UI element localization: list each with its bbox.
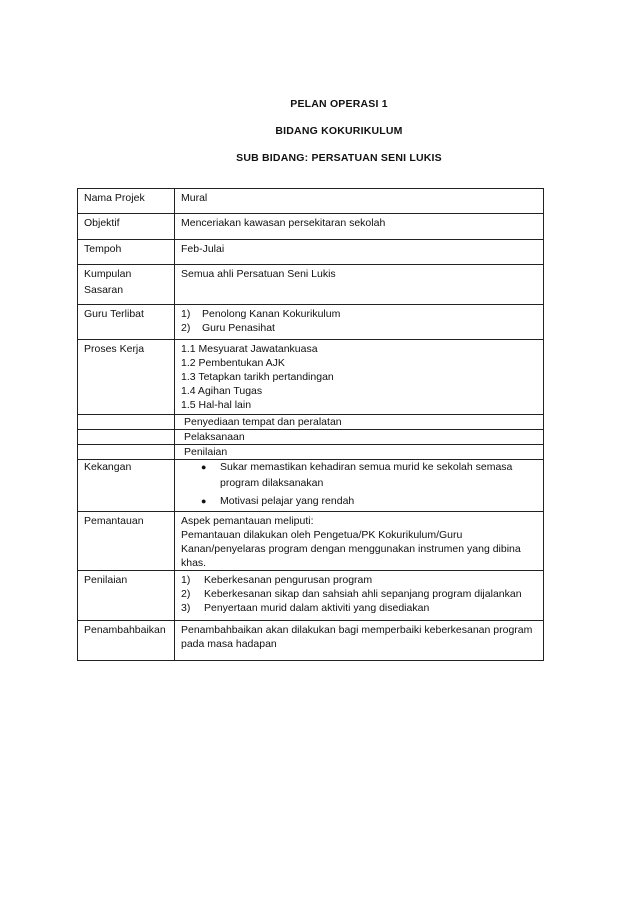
list-text: Keberkesanan pengurusan program (204, 574, 373, 586)
list-number: 2) (181, 322, 191, 334)
list-text-line: program dilaksanakan (220, 477, 324, 489)
bullet-icon: ● (201, 496, 207, 506)
penilaian-list (181, 573, 537, 615)
list-item (181, 587, 537, 601)
row-kumpulan-sasaran (78, 265, 544, 305)
empty-label-cell (78, 445, 175, 460)
bullet-icon: ● (201, 462, 207, 472)
row-kekangan (78, 460, 544, 512)
list-text: Motivasi pelajar yang rendah (220, 495, 355, 507)
penambahbaikan-label: Penambahbaikan (78, 621, 175, 661)
list-item (201, 460, 537, 490)
row-tempoh (78, 240, 544, 265)
nama-projek-value: Mural (175, 189, 544, 214)
list-text: Guru Penasihat (202, 322, 275, 334)
list-text (220, 460, 512, 490)
row-penambahbaikan (78, 621, 544, 661)
nama-projek-label: Nama Projek (78, 189, 175, 214)
pemantauan-line: Aspek pemantauan meliputi: (181, 515, 314, 527)
row-guru-terlibat (78, 305, 544, 340)
tempoh-value: Feb-Julai (175, 240, 544, 265)
list-item (181, 573, 537, 587)
kumpulan-sasaran-value: Semua ahli Persatuan Seni Lukis (175, 265, 544, 305)
row-penilaian (78, 571, 544, 621)
operation-plan-table (77, 188, 544, 661)
list-number: 2) (181, 588, 191, 600)
kekangan-label: Kekangan (78, 460, 175, 512)
document-title: PELAN OPERASI 1 (290, 98, 388, 110)
objektif-label: Objektif (78, 214, 175, 240)
penyediaan-value: Penyediaan tempat dan peralatan (175, 415, 544, 430)
row-objektif (78, 214, 544, 240)
pemantauan-line: khas. (181, 557, 207, 569)
row-penyediaan (78, 415, 544, 430)
penambahbaikan-line: pada masa hadapan (181, 638, 277, 650)
guru-terlibat-value (175, 305, 544, 340)
kumpulan-label-line-2: Sasaran (84, 284, 124, 296)
proses-kerja-label: Proses Kerja (78, 340, 175, 415)
empty-label-cell (78, 415, 175, 430)
pemantauan-line: Kanan/penyelaras program dengan menggunakan instrumen yang dibina (181, 543, 521, 555)
penambahbaikan-value (175, 621, 544, 661)
list-text: Penolong Kanan Kokurikulum (202, 308, 341, 320)
penilaian-label: Penilaian (78, 571, 175, 621)
list-number: 3) (181, 602, 191, 614)
row-pemantauan (78, 512, 544, 571)
list-item (181, 321, 537, 335)
proses-item: 1.3 Tetapkan tarikh pertandingan (181, 371, 334, 383)
kumpulan-sasaran-label (78, 265, 175, 305)
list-item (181, 601, 537, 615)
penambahbaikan-line: Penambahbaikan akan dilakukan bagi memperbaiki keberkesanan program (181, 624, 533, 636)
pelaksanaan-value: Pelaksanaan (175, 430, 544, 445)
sub-bidang-heading: SUB BIDANG: PERSATUAN SENI LUKIS (236, 152, 442, 164)
kekangan-value (175, 460, 544, 512)
list-text: Penyertaan murid dalam aktiviti yang disediakan (204, 602, 430, 614)
kekangan-list (181, 460, 537, 508)
list-text: Keberkesanan sikap dan sahsiah ahli sepanjang program dijalankan (204, 588, 522, 600)
proses-item: 1.5 Hal-hal lain (181, 399, 252, 411)
tempoh-label: Tempoh (78, 240, 175, 265)
proses-item: 1.1 Mesyuarat Jawatankuasa (181, 343, 318, 355)
row-penilaian-extra (78, 445, 544, 460)
objektif-value: Menceriakan kawasan persekitaran sekolah (175, 214, 544, 240)
list-item (201, 494, 537, 508)
kumpulan-label-line-1: Kumpulan (84, 268, 132, 280)
pemantauan-line: Pemantauan dilakukan oleh Pengetua/PK Kokurikulum/Guru (181, 529, 463, 541)
row-pelaksanaan (78, 430, 544, 445)
empty-label-cell (78, 430, 175, 445)
guru-terlibat-label: Guru Terlibat (78, 305, 175, 340)
bidang-heading: BIDANG KOKURIKULUM (275, 125, 403, 137)
proses-item: 1.4 Agihan Tugas (181, 385, 263, 397)
list-item (181, 307, 537, 321)
penilaian-value (175, 571, 544, 621)
guru-terlibat-list (181, 307, 537, 335)
list-text-line: Sukar memastikan kehadiran semua murid ke sekolah semasa (220, 461, 513, 473)
penilaian-extra-value: Penilaian (175, 445, 544, 460)
row-proses-kerja (78, 340, 544, 415)
proses-kerja-value (175, 340, 544, 415)
pemantauan-label: Pemantauan (78, 512, 175, 571)
list-number: 1) (181, 574, 191, 586)
row-nama-projek (78, 189, 544, 214)
pemantauan-value (175, 512, 544, 571)
list-number: 1) (181, 308, 191, 320)
proses-item: 1.2 Pembentukan AJK (181, 357, 285, 369)
